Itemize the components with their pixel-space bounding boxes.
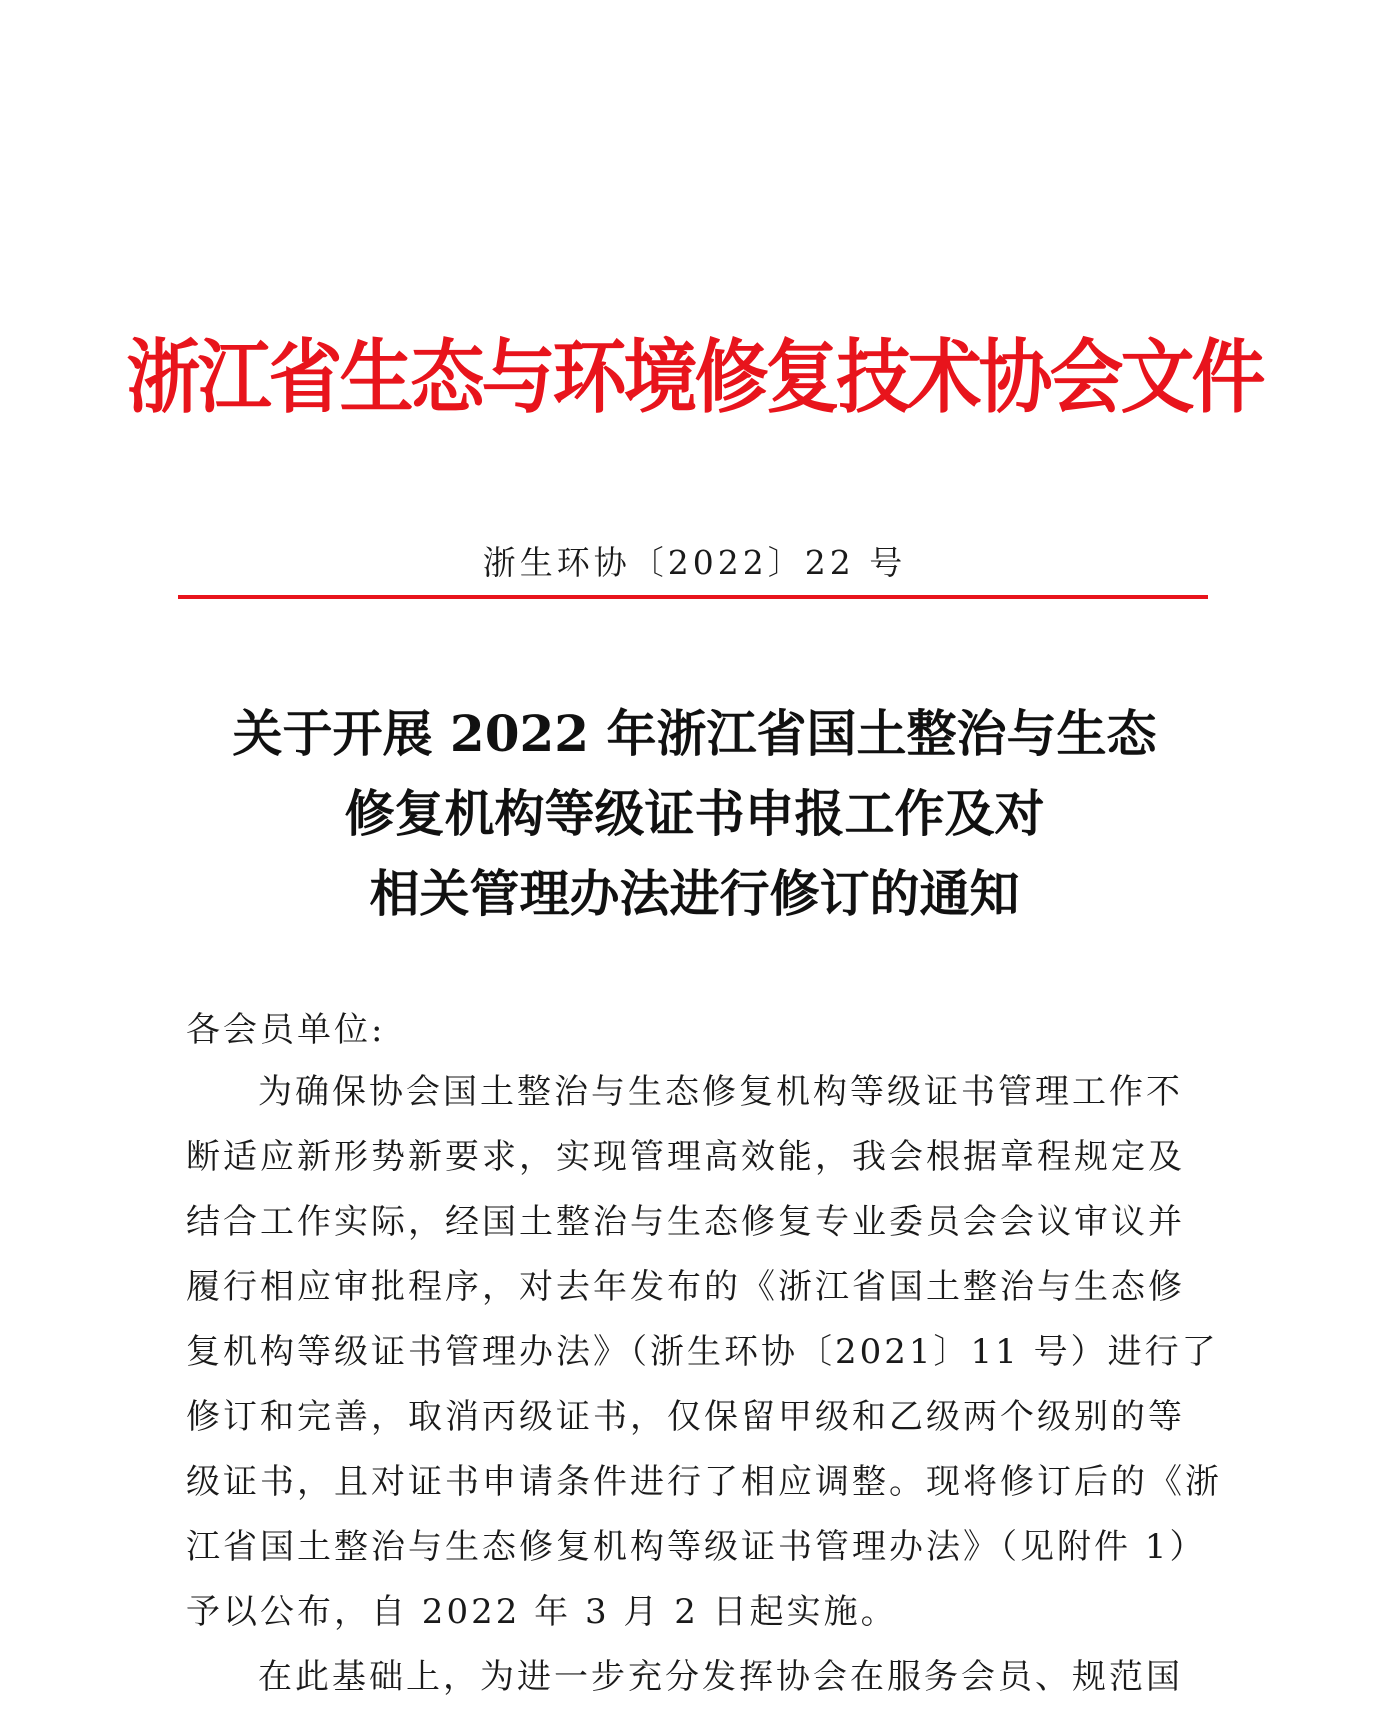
document-number: 浙生环协〔2022〕22 号 [482, 543, 907, 582]
salutation: 各会员单位: [186, 1010, 386, 1050]
paragraph-2 [186, 1645, 1216, 1710]
red-divider-rule [178, 595, 1208, 599]
paragraph-1 [186, 1060, 1222, 1645]
notice-title-line-2: 修复机构等级证书申报工作及对 [344, 784, 1045, 843]
paragraph-line: 结合工作实际，经国土整治与生态修复专业委员会会议审议并 [186, 1202, 1185, 1242]
paragraph-line: 复机构等级证书管理办法》（浙生环协〔2021〕11 号）进行了 [186, 1332, 1219, 1372]
paragraph-line: 江省国土整治与生态修复机构等级证书管理办法》（见附件 1） [186, 1527, 1207, 1567]
paragraph-line: 断适应新形势新要求，实现管理高效能，我会根据章程规定及 [186, 1137, 1185, 1177]
notice-title-line-1: 关于开展 2022 年浙江省国土整治与生态 [232, 704, 1157, 763]
paragraph-line: 予以公布，自 2022 年 3 月 2 日起实施。 [186, 1592, 898, 1632]
paragraph-line: 为确保协会国土整治与生态修复机构等级证书管理工作不 [258, 1072, 1183, 1112]
org-header-title: 浙江省生态与环境修复技术协会文件 [126, 331, 1263, 425]
body-text [186, 1060, 1222, 1710]
paragraph-line: 在此基础上，为进一步充分发挥协会在服务会员、规范国 [258, 1657, 1183, 1697]
paragraph-line: 履行相应审批程序，对去年发布的《浙江省国土整治与生态修 [186, 1267, 1185, 1307]
notice-title-line-3: 相关管理办法进行修订的通知 [369, 864, 1020, 923]
paragraph-line: 修订和完善，取消丙级证书，仅保留甲级和乙级两个级别的等 [186, 1397, 1185, 1437]
paragraph-line: 级证书，且对证书申请条件进行了相应调整。现将修订后的《浙 [186, 1462, 1222, 1502]
notice-title [0, 694, 1389, 934]
